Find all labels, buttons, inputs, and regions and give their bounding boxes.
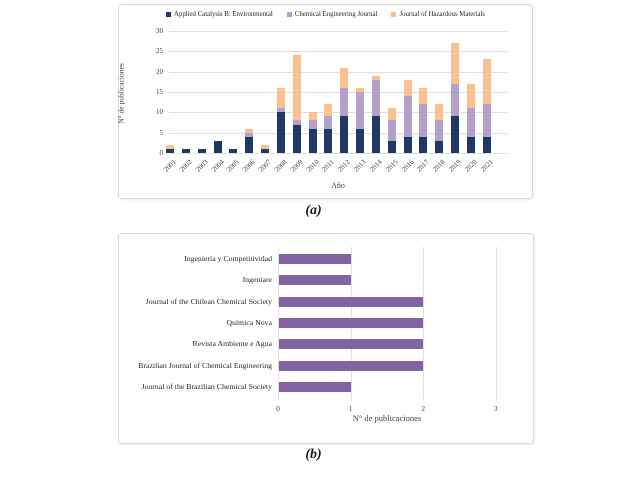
gridline-x-2: [423, 247, 424, 401]
stacked-bar-2020: [467, 84, 475, 153]
y-tick-label: 15: [156, 87, 163, 96]
y-tick-label: 20: [156, 67, 163, 76]
stacked-bar-2004: [214, 141, 222, 153]
bar-segment-series-0: [277, 112, 285, 153]
bar-segment-series-1: [340, 88, 348, 116]
x-tick-label-2006: 2006: [241, 158, 257, 174]
stacked-bar-2009: [293, 55, 301, 153]
stacked-bar-2010: [309, 112, 317, 153]
x-tick-label-2017: 2017: [415, 158, 432, 174]
stacked-bar-2001: [166, 145, 174, 153]
x-tick-label-2003: 2003: [193, 158, 210, 174]
stacked-bar-2015: [388, 108, 396, 153]
stacked-bar-2011: [324, 104, 332, 153]
legend-item-1: [287, 11, 378, 18]
x-tick-label-2014: 2014: [368, 158, 384, 174]
x-tick-label-2001: 2001: [162, 158, 178, 174]
x-tick-label-2019: 2019: [447, 158, 463, 174]
stacked-bar-2019: [451, 43, 459, 153]
chart-b-x-axis-title: N° de publicaciones: [352, 413, 422, 423]
legend-label: Applied Catalysis B: Environmental: [174, 11, 273, 18]
bar-segment-series-0: [356, 129, 364, 153]
x-tick-label-2007: 2007: [257, 158, 273, 174]
bar-segment-series-1: [388, 120, 396, 140]
legend-swatch-icon: [391, 12, 396, 17]
category-label: Química Nova: [226, 317, 272, 327]
x-tick-label-2015: 2015: [383, 158, 400, 174]
bar-segment-series-2: [419, 88, 427, 104]
category-label: Ingeniería y Competitividad: [184, 254, 272, 263]
y-tick-label: 25: [156, 47, 163, 56]
bar-segment-series-1: [435, 120, 443, 140]
bar-segment-series-2: [483, 59, 491, 104]
hbar-5: [279, 361, 423, 371]
stacked-bar-2016: [404, 80, 412, 153]
hbar-6: [279, 382, 351, 392]
gridline-y-0: [169, 153, 507, 154]
stacked-bar-2012: [340, 68, 348, 153]
stacked-bar-2007: [261, 145, 269, 153]
bar-segment-series-0: [182, 149, 190, 153]
x-tick-label-2012: 2012: [336, 158, 352, 174]
bar-segment-series-1: [309, 120, 317, 128]
chart-a-legend: [119, 11, 532, 18]
stacked-bar-2008: [277, 88, 285, 153]
bar-segment-series-2: [467, 84, 475, 108]
hbar-2: [279, 297, 423, 307]
x-tick-label-2004: 2004: [209, 158, 226, 174]
category-label: Brazilian Journal of Chemical Engineering: [138, 360, 272, 370]
bar-segment-series-0: [340, 116, 348, 153]
x-tick-label-2020: 2020: [463, 158, 479, 174]
stacked-bar-2021: [483, 59, 491, 153]
bar-segment-series-0: [245, 137, 253, 153]
legend-label: Journal of Hazardous Materials: [399, 11, 485, 18]
bar-segment-series-1: [451, 84, 459, 117]
bar-segment-series-0: [229, 149, 237, 153]
bar-segment-series-1: [483, 104, 491, 137]
bar-segment-series-1: [324, 116, 332, 128]
bar-segment-series-0: [483, 137, 491, 153]
bar-segment-series-0: [324, 129, 332, 153]
y-tick-label: 10: [156, 108, 163, 117]
gridline-x-3: [496, 247, 497, 401]
x-tick-label-2005: 2005: [225, 158, 242, 174]
legend-label: Chemical Engineering Journal: [294, 11, 378, 18]
stacked-bar-2017: [419, 88, 427, 153]
x-tick-label-2011: 2011: [320, 158, 337, 174]
bar-segment-series-0: [388, 141, 396, 153]
hbar-0: [279, 254, 351, 264]
stacked-bar-2013: [356, 88, 364, 153]
bar-segment-series-1: [467, 108, 475, 136]
bar-segment-series-1: [419, 104, 427, 137]
bar-segment-series-0: [419, 137, 427, 153]
stacked-bar-2003: [198, 149, 206, 153]
x-tick-label-0: 0: [276, 404, 280, 413]
hbar-1: [279, 275, 351, 285]
bar-segment-series-0: [293, 125, 301, 153]
chart-a-x-axis-title: Año: [331, 181, 345, 190]
category-label: Revista Ambiente e Agua: [192, 339, 272, 349]
bar-segment-series-0: [451, 116, 459, 153]
bar-segment-series-2: [324, 104, 332, 116]
x-tick-label-2016: 2016: [399, 158, 416, 174]
caption-b: (b): [305, 447, 322, 462]
x-tick-label-2021: 2021: [478, 158, 495, 174]
bar-segment-series-0: [166, 149, 174, 153]
bar-segment-series-0: [309, 129, 317, 153]
stacked-bar-2014: [372, 76, 380, 153]
chart-a-y-axis-title: N° de publicaciones: [116, 63, 126, 124]
bar-segment-series-2: [404, 80, 412, 96]
y-tick-label: 5: [159, 128, 163, 137]
y-tick-label: 0: [159, 149, 163, 157]
caption-a: (a): [305, 203, 322, 218]
category-label: Ingeniare: [242, 275, 272, 285]
stacked-bar-2005: [229, 149, 237, 153]
x-tick-label-2009: 2009: [288, 158, 305, 174]
chart-a-panel: [118, 4, 533, 199]
hbar-3: [279, 318, 423, 328]
legend-swatch-icon: [166, 12, 171, 17]
x-tick-label-2002: 2002: [177, 158, 194, 174]
x-tick-label-3: 3: [493, 404, 498, 413]
category-label: Journal of the Brazilian Chemical Society: [141, 381, 272, 391]
bar-segment-series-0: [261, 149, 269, 153]
gridline-y-30: [169, 31, 507, 32]
category-label: Journal of the Chilean Chemical Society: [145, 296, 272, 306]
bar-segment-series-0: [404, 137, 412, 153]
bar-segment-series-2: [451, 43, 459, 84]
bar-segment-series-1: [356, 92, 364, 129]
bar-segment-series-2: [435, 104, 443, 120]
bar-segment-series-2: [293, 55, 301, 120]
bar-segment-series-0: [214, 141, 222, 153]
legend-item-2: [391, 11, 485, 18]
bar-segment-series-0: [435, 141, 443, 153]
stacked-bar-2006: [245, 129, 253, 153]
hbar-4: [279, 339, 423, 349]
x-tick-label-2008: 2008: [272, 158, 289, 174]
legend-item-0: [166, 11, 273, 18]
bar-segment-series-0: [198, 149, 206, 153]
y-tick-label: 30: [156, 26, 163, 35]
bar-segment-series-0: [372, 116, 380, 153]
legend-swatch-icon: [287, 12, 292, 17]
x-tick-label-2013: 2013: [352, 158, 368, 174]
stacked-bar-2002: [182, 149, 190, 153]
chart-b-panel: [118, 233, 534, 444]
x-tick-label-2018: 2018: [431, 158, 447, 174]
x-tick-label-2010: 2010: [304, 158, 321, 174]
bar-segment-series-1: [372, 80, 380, 117]
stacked-bar-2018: [435, 104, 443, 153]
x-tick-label-2: 2: [421, 404, 426, 413]
bar-segment-series-2: [388, 108, 396, 120]
bar-segment-series-2: [277, 88, 285, 108]
bar-segment-series-0: [467, 137, 475, 153]
bar-segment-series-1: [404, 96, 412, 137]
bar-segment-series-2: [340, 68, 348, 88]
bar-segment-series-2: [309, 112, 317, 120]
x-tick-label-1: 1: [348, 404, 353, 413]
